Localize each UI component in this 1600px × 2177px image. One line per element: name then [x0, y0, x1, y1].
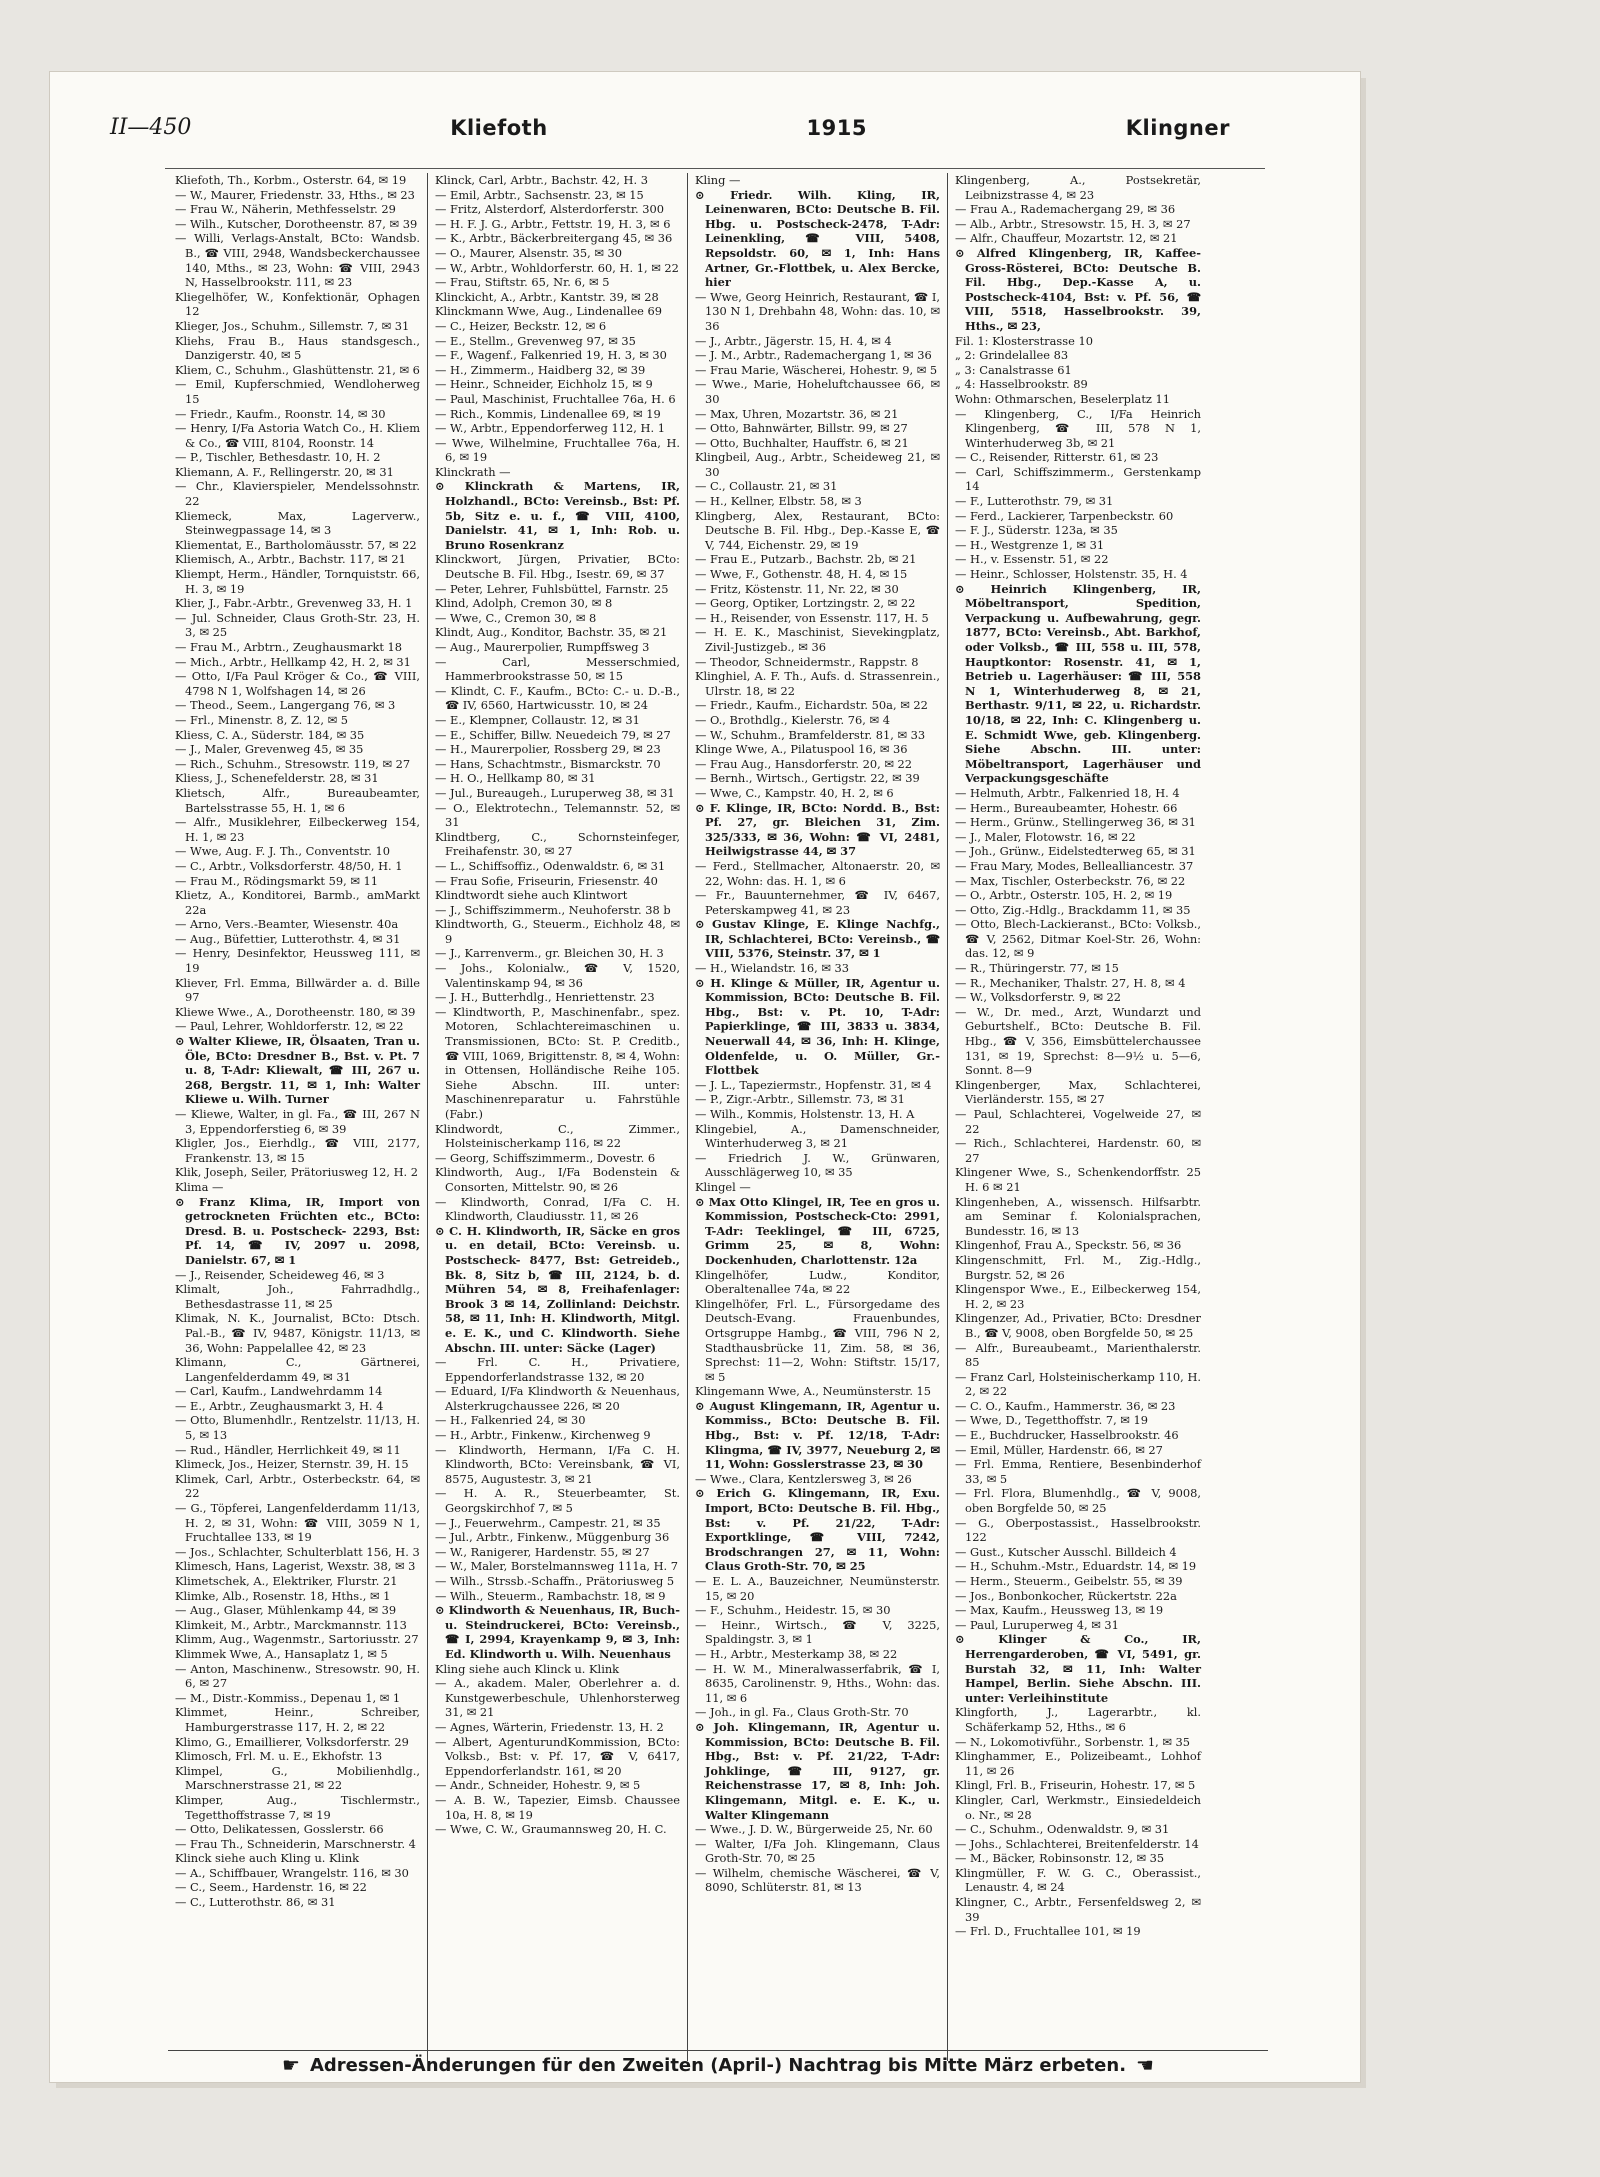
firm-entry: ⊙ Heinrich Klingenberg, IR, Möbeltransport, Spedition, Verpackung u. Aufbewahrung, gegr. 1877, BCto: Vereinsb., Abt. Barkhof, oder Volksb., ☎ III, 558 u. III, 578, Hauptkontor: Rosenstr. 41, ✉ 1, Betrieb u. Lagerhäuser: ☎ III, 558 N 1, Winterhuderweg 8, ✉ 21, Berthastr. 9/11, ✉ 22, u. Richardstr. 10/18, ✉ 22, Inh: C. Klingenberg u. E. Schmidt Wwe, geb. Klingenberg. Siehe Abschn. III. unter: Möbeltransport, Lagerhäuser und Verpackungsgeschäfte	[955, 581, 1201, 786]
directory-entry: — Frau E., Putzarb., Bachstr. 2b, ✉ 21	[695, 552, 917, 567]
directory-entry: — Alfr., Musiklehrer, Eilbeckerweg 154, H. 1, ✉ 23	[175, 815, 420, 844]
directory-entry: — N., Lokomotivführ., Sorbenstr. 1, ✉ 35	[955, 1734, 1191, 1749]
directory-entry: Klingener Wwe, S., Schenkendorffstr. 25 H. 6 ✉ 21	[955, 1165, 1201, 1194]
firm-entry: ⊙ Friedr. Wilh. Kling, IR, Leinenwaren, BCto: Deutsche B. Fil. Hbg. u. Postscheck-2478, T-Adr: Leinenkling, ☎ VIII, 5408, Repsoldstr. 60, ✉ 1, Inh: Hans Artner, Gr.-Flottbek, u. Alex Bercke, hier	[695, 187, 940, 290]
directory-entry: Klimalt, Joh., Fahrradhdlg., Bethesdastrasse 11, ✉ 25	[175, 1282, 420, 1311]
directory-entry: — Otto, Blumenhdlr., Rentzelstr. 11/13, H. 5, ✉ 13	[175, 1413, 420, 1443]
directory-entry: Klimper, Aug., Tischlermstr., Tegetthoffstrasse 7, ✉ 19	[175, 1792, 420, 1822]
directory-entry: Klimak, N. K., Journalist, BCto: Dtsch. Pal.-B., ☎ IV, 9487, Königstr. 11/13, ✉ 36, Wohn: Pappelallee 42, ✉ 23	[175, 1311, 420, 1355]
firm-entry: ⊙ Klinckrath & Martens, IR, Holzhandl., BCto: Vereinsb., Bst: Pf. 5b, Sitz e. u. f., ☎ VIII, 4100, Danielstr. 41, ✉ 1, Inh: Rob. u. Bruno Rosenkranz	[435, 479, 680, 552]
directory-entry: — Frau Sofie, Friseurin, Friesenstr. 40	[435, 873, 658, 888]
directory-entry: — Bernh., Wirtsch., Gertigstr. 22, ✉ 39	[695, 771, 920, 786]
directory-entry: — Frau M., Rödingsmarkt 59, ✉ 11	[175, 873, 379, 888]
directory-entry: — Frau Th., Schneiderin, Marschnerstr. 4	[175, 1836, 416, 1851]
directory-entry: Klingberg, Alex, Restaurant, BCto: Deutsche B. Fil. Hbg., Dep.-Kasse E, ☎ V, 744, Eichenstr. 29, ✉ 19	[695, 508, 940, 552]
directory-entry: Wohn: Othmarschen, Beselerplatz 11	[955, 391, 1171, 406]
directory-entry: — Frau A., Rademachergang 29, ✉ 36	[955, 202, 1176, 217]
directory-entry: — Rich., Schlachterei, Hardenstr. 60, ✉ 27	[955, 1136, 1201, 1165]
firm-entry: ⊙ Klinger & Co., IR, Herrengarderoben, ☎ VI, 5491, gr. Burstah 32, ✉ 11, Inh: Walter Hampel, Berlin. Siehe Abschn. III. unter: Verleihinstitute	[955, 1632, 1201, 1705]
directory-entry: — F., Lutterothstr. 79, ✉ 31	[955, 494, 1114, 509]
column-1	[168, 173, 428, 2061]
directory-entry: Klingelhöfer, Ludw., Konditor, Oberaltenallee 74a, ✉ 22	[695, 1267, 940, 1297]
directory-entry: — Ferd., Lackierer, Tarpenbeckstr. 60	[955, 508, 1174, 523]
directory-entry: — Friedr., Kaufm., Roonstr. 14, ✉ 30	[175, 406, 386, 421]
directory-entry: — W., Ranigerer, Hardenstr. 55, ✉ 27	[435, 1544, 650, 1559]
directory-entry: — Max, Uhren, Mozartstr. 36, ✉ 21	[695, 406, 899, 421]
directory-entry: — J., Maler, Grevenweg 45, ✉ 35	[175, 742, 364, 757]
header-rule	[165, 168, 1265, 169]
directory-entry: — Paul, Schlachterei, Vogelweide 27, ✉ 22	[955, 1107, 1201, 1136]
directory-entry: — R., Mechaniker, Thalstr. 27, H. 8, ✉ 4	[955, 975, 1186, 990]
directory-entry: — Carl, Kaufm., Landwehrdamm 14	[175, 1384, 383, 1399]
directory-entry: — Fr., Bauunternehmer, ☎ IV, 6467, Peterskampweg 41, ✉ 23	[695, 888, 940, 917]
directory-entry: — Jul., Bureaugeh., Luruperweg 38, ✉ 31	[435, 785, 675, 800]
directory-entry: — Wwe, Wilhelmine, Fruchtallee 76a, H. 6, ✉ 19	[435, 435, 680, 465]
directory-entry: — Georg, Optiker, Lortzingstr. 2, ✉ 22	[695, 596, 916, 611]
directory-entry: — J., Arbtr., Jägerstr. 15, H. 4, ✉ 4	[695, 333, 892, 348]
firm-entry: ⊙ Walter Kliewe, IR, Ölsaaten, Tran u. Öle, BCto: Dresdner B., Bst. v. Pt. 7 u. 8, T-Adr: Kliewalt, ☎ III, 267 u. 268, Bergstr. 11, ✉ 1, Inh: Walter Kliewe u. Wilh. Turner	[175, 1034, 420, 1107]
directory-entry: — Otto, Bahnwärter, Billstr. 99, ✉ 27	[695, 421, 908, 436]
directory-entry: Klindtberg, C., Schornsteinfeger, Freihafenstr. 30, ✉ 27	[435, 829, 680, 859]
directory-entry: „ 4: Hasselbrookstr. 89	[955, 377, 1088, 392]
directory-entry: — Fritz, Köstenstr. 11, Nr. 22, ✉ 30	[695, 581, 899, 596]
column-2	[428, 173, 688, 2061]
directory-entry: — Wilh., Kommis, Holstenstr. 13, H. A	[695, 1107, 915, 1121]
directory-entry: — Alfr., Bureaubeamt., Marienthalerstr. 85	[955, 1340, 1201, 1370]
directory-entry: Klingel —	[695, 1179, 751, 1194]
directory-entry: Klingbeil, Aug., Arbtr., Scheideweg 21, ✉ 30	[695, 450, 940, 479]
directory-entry: Klingmüller, F. W. G. C., Oberassist., Lenaustr. 4, ✉ 24	[955, 1865, 1201, 1895]
directory-entry: Klinckicht, A., Arbtr., Kantstr. 39, ✉ 28	[435, 289, 659, 304]
directory-columns	[168, 173, 1268, 2061]
directory-entry: Klietsch, Alfr., Bureaubeamter, Bartelsstrasse 55, H. 1, ✉ 6	[175, 785, 420, 815]
directory-entry: — Wilhelm, chemische Wäscherei, ☎ V, 8090, Schlüterstr. 81, ✉ 13	[695, 1865, 940, 1895]
column-4	[948, 173, 1208, 2061]
directory-entry: — Klindtworth, P., Maschinenfabr., spez. Motoren, Schlachtereimaschinen u. Transmissionen, BCto: St. P. Creditb., ☎ VIII, 1069, Brigittenstr. 8, ✉ 4, Wohn: in Ottensen, Holländische Reihe 105. Siehe Abschn. III. unter: Maschinenreparatur u. Fahrstühle (Fabr.)	[435, 1004, 680, 1121]
directory-entry: Kliem, C., Schuhm., Glashüttenstr. 21, ✉ 6	[175, 362, 420, 377]
directory-entry: — J., Feuerwehrm., Campestr. 21, ✉ 35	[435, 1515, 661, 1530]
directory-entry: — Max, Tischler, Osterbeckstr. 76, ✉ 22	[955, 873, 1186, 888]
directory-entry: — H., Falkenried 24, ✉ 30	[435, 1413, 586, 1428]
directory-entry: — W., Dr. med., Arzt, Wundarzt und Geburtshelf., BCto: Deutsche B. Fil. Hbg., ☎ V, 356, Eimsbüttelerchaussee 131, ✉ 19, Sprechst: 8—9½ u. 5—6, Sonnt. 8—9	[955, 1004, 1201, 1078]
directory-entry: Klier, J., Fabr.-Arbtr., Grevenweg 33, H. 1	[175, 596, 413, 611]
running-head-right: Klingner	[1125, 116, 1230, 140]
directory-entry: — H., Wielandstr. 16, ✉ 33	[695, 961, 850, 976]
directory-entry: — Wilh., Kutscher, Dorotheenstr. 87, ✉ 39	[175, 216, 418, 231]
directory-entry: Klingforth, J., Lagerarbtr., kl. Schäferkamp 52, Hths., ✉ 6	[955, 1705, 1201, 1734]
directory-entry: — O., Maurer, Alsenstr. 35, ✉ 30	[435, 245, 622, 260]
directory-entry: — H., Kellner, Elbstr. 58, ✉ 3	[695, 494, 862, 509]
directory-entry: Klingenschmitt, Frl. M., Zig.-Hdlg., Burgstr. 52, ✉ 26	[955, 1252, 1201, 1282]
directory-entry: Klima —	[175, 1179, 224, 1194]
directory-entry: Klingebiel, A., Damenschneider, Winterhuderweg 3, ✉ 21	[695, 1121, 940, 1151]
directory-entry: — Klindworth, Conrad, I/Fa C. H. Klindworth, Claudiusstr. 11, ✉ 26	[435, 1194, 680, 1224]
directory-entry: — Heinr., Wirtsch., ☎ V, 3225, Spaldingstr. 3, ✉ 1	[695, 1617, 940, 1647]
directory-entry: — Theod., Seem., Langergang 76, ✉ 3	[175, 698, 396, 713]
directory-entry: Klingelhöfer, Frl. L., Fürsorgedame des Deutsch-Evang. Frauenbundes, Ortsgruppe Hambg., ☎ VIII, 796 N 2, Stadthausbrücke 11, Zim. 58, ✉ 36, Sprechst: 11—2, Wohn: Stiftstr. 15/17, ✉ 5	[695, 1296, 940, 1384]
pointing-hand-right-icon: ☚	[1136, 2053, 1154, 2077]
directory-entry: — Mich., Arbtr., Hellkamp 42, H. 2, ✉ 31	[175, 654, 411, 669]
directory-entry: Klindworth, Aug., I/Fa Bodenstein & Consorten, Mittelstr. 90, ✉ 26	[435, 1165, 680, 1194]
directory-entry: — Emil, Arbtr., Sachsenstr. 23, ✉ 15	[435, 187, 644, 202]
directory-entry: Klingl, Frl. B., Friseurin, Hohestr. 17, ✉ 5	[955, 1778, 1196, 1793]
directory-entry: — Emil, Müller, Hardenstr. 66, ✉ 27	[955, 1442, 1163, 1457]
directory-entry: — J. M., Arbtr., Rademachergang 1, ✉ 36	[695, 348, 932, 363]
directory-entry: — Albert, AgenturundKommission, BCto: Volksb., Bst: v. Pf. 17, ☎ V, 6417, Eppendorferlandstr. 161, ✉ 20	[435, 1734, 680, 1778]
directory-entry: — W., Volksdorferstr. 9, ✉ 22	[955, 990, 1122, 1005]
directory-entry: Klimeck, Jos., Heizer, Sternstr. 39, H. 15	[175, 1457, 409, 1472]
directory-entry: — O., Elektrotechn., Telemannstr. 52, ✉ 31	[435, 800, 680, 830]
directory-entry: — Kliewe, Walter, in gl. Fa., ☎ III, 267 N 3, Eppendorferstieg 6, ✉ 39	[175, 1107, 420, 1136]
directory-entry: — A., Schiffbauer, Wrangelstr. 116, ✉ 30	[175, 1865, 409, 1880]
directory-entry: — C., Schuhm., Odenwaldstr. 9, ✉ 31	[955, 1822, 1170, 1837]
directory-entry: — A. B. W., Tapezier, Eimsb. Chaussee 10a, H. 8, ✉ 19	[435, 1792, 680, 1822]
directory-entry: — P., Zigr.-Arbtr., Sillemstr. 73, ✉ 31	[695, 1092, 905, 1107]
firm-entry: ⊙ August Klingemann, IR, Agentur u. Kommiss., BCto: Deutsche B. Fil. Hbg., Bst: v. Pf. 12/18, T-Adr: Klingma, ☎ IV, 3977, Neueburg 2, ✉ 11, Wohn: Gosslerstrasse 23, ✉ 30	[695, 1398, 940, 1472]
directory-entry: — O., Arbtr., Osterstr. 105, H. 2, ✉ 19	[955, 888, 1173, 903]
directory-entry: — H. E. K., Maschinist, Sievekingplatz, Zivil-Justizgeb., ✉ 36	[695, 625, 940, 654]
directory-entry: — Frau M., Arbtrn., Zeughausmarkt 18	[175, 640, 403, 654]
directory-entry: — J., Maler, Flotowstr. 16, ✉ 22	[955, 829, 1136, 844]
directory-entry: — Helmuth, Arbtr., Falkenried 18, H. 4	[955, 785, 1180, 800]
directory-entry: — Walter, I/Fa Joh. Klingemann, Claus Groth-Str. 70, ✉ 25	[695, 1836, 940, 1866]
directory-entry: — Klindt, C. F., Kaufm., BCto: C.- u. D.-B., ☎ IV, 6560, Hartwicusstr. 10, ✉ 24	[435, 683, 680, 713]
directory-entry: — Agnes, Wärterin, Friedenstr. 13, H. 2	[435, 1719, 664, 1734]
directory-entry: — Eduard, I/Fa Klindworth & Neuenhaus, Alsterkrugchaussee 226, ✉ 20	[435, 1384, 680, 1413]
directory-entry: Klindt, Aug., Konditor, Bachstr. 35, ✉ 21	[435, 625, 668, 640]
directory-entry: — J. L., Tapeziermstr., Hopfenstr. 31, ✉ 4	[695, 1077, 932, 1092]
directory-entry: — J., Reisender, Scheideweg 46, ✉ 3	[175, 1267, 385, 1282]
directory-entry: — Klingenberg, C., I/Fa Heinrich Klingenberg, ☎ III, 578 N 1, Winterhuderweg 3b, ✉ 21	[955, 406, 1201, 450]
directory-entry: — G., Töpferei, Langenfelderdamm 11/13, H. 2, ✉ 31, Wohn: ☎ VIII, 3059 N 1, Fruchtallee 133, ✉ 19	[175, 1501, 420, 1545]
directory-entry: — O., Brothdlg., Kielerstr. 76, ✉ 4	[695, 712, 890, 727]
directory-entry: — F. J., Süderstr. 123a, ✉ 35	[955, 523, 1118, 538]
directory-entry: — M., Distr.-Kommiss., Depenau 1, ✉ 1	[175, 1690, 401, 1705]
directory-entry: — Hans, Schachtmstr., Bismarckstr. 70	[435, 756, 661, 771]
directory-entry: — J. H., Butterhdlg., Henriettenstr. 23	[435, 990, 655, 1005]
directory-entry: Klindtworth, G., Steuerm., Eichholz 48, ✉ 9	[435, 917, 680, 946]
directory-entry: — Wwe, C. W., Graumannsweg 20, H. C.	[435, 1822, 667, 1837]
directory-entry: Klinghiel, A. F. Th., Aufs. d. Strassenrein., Ulrstr. 18, ✉ 22	[695, 669, 940, 698]
directory-entry: — Frau W., Näherin, Methfesselstr. 29	[175, 202, 396, 217]
directory-entry: Kling —	[695, 173, 741, 187]
directory-entry: Kliehs, Frau B., Haus standsgesch., Danzigerstr. 40, ✉ 5	[175, 333, 420, 363]
directory-entry: — C. O., Kaufm., Hammerstr. 36, ✉ 23	[955, 1398, 1176, 1413]
directory-entry: — W., Schuhm., Bramfelderstr. 81, ✉ 33	[695, 727, 926, 742]
directory-entry: Kliefoth, Th., Korbm., Osterstr. 64, ✉ 19	[175, 173, 407, 187]
firm-entry: ⊙ Klindworth & Neuenhaus, IR, Buch- u. Steindruckerei, BCto: Vereinsb., ☎ I, 2994, Krayenkamp 9, ✉ 3, Inh: Ed. Klindworth u. Wilh. Neuenhaus	[435, 1603, 680, 1661]
directory-entry: — H., Schuhm.-Mstr., Eduardstr. 14, ✉ 19	[955, 1559, 1197, 1574]
directory-entry: — H. W. M., Mineralwasserfabrik, ☎ I, 8635, Carolinenstr. 9, Hths., Wohn: das. 11, ✉ 6	[695, 1661, 940, 1705]
directory-entry: — Wwe, Aug. F. J. Th., Conventstr. 10	[175, 844, 390, 859]
directory-entry: — Wilh., Strssb.-Schaffn., Prätoriusweg 5	[435, 1574, 675, 1588]
directory-entry: — Otto, Zig.-Hdlg., Brackdamm 11, ✉ 35	[955, 902, 1191, 917]
directory-entry: — Frau, Stiftstr. 65, Nr. 6, ✉ 5	[435, 275, 610, 290]
directory-entry: — Paul, Luruperweg 4, ✉ 31	[955, 1617, 1119, 1632]
directory-entry: — Frau Aug., Hansdorferstr. 20, ✉ 22	[695, 756, 912, 771]
directory-entry: — Johs., Schlachterei, Breitenfelderstr. 14	[955, 1836, 1199, 1851]
directory-entry: — C., Reisender, Ritterstr. 61, ✉ 23	[955, 450, 1159, 465]
directory-entry: — H., v. Essenstr. 51, ✉ 22	[955, 552, 1109, 567]
directory-entry: — Andr., Schneider, Hohestr. 9, ✉ 5	[435, 1778, 641, 1793]
directory-entry: — Otto, Delikatessen, Gosslerstr. 66	[175, 1822, 384, 1837]
directory-entry: Klinck siehe auch Kling u. Klink	[175, 1851, 360, 1866]
directory-entry: — Arno, Vers.-Beamter, Wiesenstr. 40a	[175, 917, 399, 932]
directory-entry: Klind, Adolph, Cremon 30, ✉ 8	[435, 596, 613, 611]
directory-entry: — Ferd., Stellmacher, Altonaerstr. 20, ✉ 22, Wohn: das. H. 1, ✉ 6	[695, 858, 940, 888]
directory-entry: — Rud., Händler, Herrlichkeit 49, ✉ 11	[175, 1442, 401, 1457]
directory-entry: — Carl, Schiffszimmerm., Gerstenkamp 14	[955, 464, 1201, 494]
directory-entry: Klingenheben, A., wissensch. Hilfsarbtr. am Seminar f. Kolonialsprachen, Bundesstr. 16, ✉ 13	[955, 1194, 1201, 1238]
directory-entry: — H., Westgrenze 1, ✉ 31	[955, 537, 1105, 552]
firm-entry: ⊙ Gustav Klinge, E. Klinge Nachfg., IR, Schlachterei, BCto: Vereinsb., ☎ VIII, 5376, Steinstr. 37, ✉ 1	[695, 917, 940, 961]
firm-entry: ⊙ Joh. Klingemann, IR, Agentur u. Kommission, BCto: Deutsche B. Fil. Hbg., Bst: v. Pf. 21/22, T-Adr: Johklinge, ☎ III, 9127, gr. Reichenstrasse 17, ✉ 8, Inh: Joh. Klingemann, Mitgl. e. E. K., u. Walter Klingemann	[695, 1719, 940, 1822]
directory-entry: — H. A. R., Steuerbeamter, St. Georgskirchhof 7, ✉ 5	[435, 1486, 680, 1516]
directory-entry: — F., Schuhm., Heidestr. 15, ✉ 30	[695, 1603, 891, 1618]
directory-entry: — Jul., Arbtr., Finkenw., Müggenburg 36	[435, 1530, 670, 1545]
directory-entry: Klietz, A., Konditorei, Barmb., amMarkt 22a	[175, 888, 420, 917]
directory-entry: Klinghammer, E., Polizeibeamt., Lohhof 11, ✉ 26	[955, 1749, 1201, 1778]
directory-entry: Kliever, Frl. Emma, Billwärder a. d. Bille 97	[175, 975, 420, 1005]
firm-entry: ⊙ F. Klinge, IR, BCto: Nordd. B., Bst: Pf. 27, gr. Bleichen 31, Zim. 325/333, ✉ 36, Wohn: ☎ VI, 2481, Heilwigstrasse 44, ✉ 37	[695, 800, 940, 859]
directory-entry: — Frl., Minenstr. 8, Z. 12, ✉ 5	[175, 712, 349, 727]
directory-entry: Klingenberger, Max, Schlachterei, Vierländerstr. 155, ✉ 27	[955, 1077, 1201, 1107]
directory-entry: — Otto, I/Fa Paul Kröger & Co., ☎ VIII, 4798 N 1, Wolfshagen 14, ✉ 26	[175, 669, 420, 698]
directory-entry: — Friedrich J. W., Grünwaren, Ausschlägerweg 10, ✉ 35	[695, 1150, 940, 1180]
directory-entry: — H. O., Hellkamp 80, ✉ 31	[435, 771, 596, 786]
directory-entry: — Alfr., Chauffeur, Mozartstr. 12, ✉ 21	[955, 231, 1178, 246]
directory-entry: — W., Maurer, Friedenstr. 33, Hths., ✉ 23	[175, 187, 415, 202]
directory-entry: — Fritz, Alsterdorf, Alsterdorferstr. 300	[435, 202, 665, 217]
directory-entry: — Frau Mary, Modes, Bellealliancestr. 37	[955, 858, 1194, 873]
directory-entry: Klindtwordt siehe auch Klintwort	[435, 888, 628, 903]
directory-entry: — Chr., Klavierspieler, Mendelssohnstr. 22	[175, 479, 420, 509]
directory-entry: Klimmek Wwe, A., Hansaplatz 1, ✉ 5	[175, 1646, 388, 1661]
directory-entry: Klimesch, Hans, Lagerist, Wexstr. 38, ✉ 3	[175, 1559, 416, 1574]
directory-entry: Klimm, Aug., Wagenmstr., Sartoriusstr. 27	[175, 1632, 419, 1647]
column-3	[688, 173, 948, 2061]
firm-entry: ⊙ H. Klinge & Müller, IR, Agentur u. Kommission, BCto: Deutsche B. Fil. Hbg., Bst: v. Pt. 10, T-Adr: Papierklinge, ☎ III, 3833 u. 3834, Neuerwall 44, ✉ 36, Inh: H. Klinge, Oldenfelde, u. O. Müller, Gr.-Flottbek	[695, 975, 940, 1078]
directory-entry: Kliempt, Herm., Händler, Tornquiststr. 66, H. 3, ✉ 19	[175, 567, 420, 596]
directory-entry: — E., Arbtr., Zeughausmarkt 3, H. 4	[175, 1398, 384, 1413]
directory-entry: — E., Klempner, Collaustr. 12, ✉ 31	[435, 712, 640, 727]
directory-entry: — Herm., Grünw., Stellingerweg 36, ✉ 31	[955, 815, 1196, 830]
directory-entry: — W., Arbtr., Eppendorferweg 112, H. 1	[435, 421, 665, 436]
directory-entry: — Johs., Kolonialw., ☎ V, 1520, Valentinskamp 94, ✉ 36	[435, 961, 680, 990]
directory-entry: — Joh., Grünw., Eidelstedterweg 65, ✉ 31	[955, 844, 1196, 859]
directory-entry: — C., Seem., Hardenstr. 16, ✉ 22	[175, 1880, 367, 1895]
directory-entry: — Wwe, D., Tegetthoffstr. 7, ✉ 19	[955, 1413, 1148, 1428]
firm-entry: ⊙ Alfred Klingenberg, IR, Kaffee-Gross-Rösterei, BCto: Deutsche B. Fil. Hbg., Dep.-Kasse A, u. Postscheck-4104, Bst: v. Pf. 56, ☎ VIII, 5518, Hasselbrookstr. 39, Hths., ✉ 23,	[955, 245, 1201, 333]
footer-text: Adressen-Änderungen für den Zweiten (April-) Nachtrag bis Mitte März erbeten.	[309, 2054, 1127, 2076]
directory-entry: — Wilh., Steuerm., Rambachstr. 18, ✉ 9	[435, 1588, 666, 1603]
directory-entry: — H., Maurerpolier, Rossberg 29, ✉ 23	[435, 742, 661, 757]
directory-entry: — Jos., Schlachter, Schulterblatt 156, H. 3	[175, 1544, 420, 1559]
directory-entry: — Jul. Schneider, Claus Groth-Str. 23, H. 3, ✉ 25	[175, 610, 420, 640]
firm-entry: ⊙ C. H. Klindworth, IR, Säcke en gros u. en detail, BCto: Vereinsb. u. Postscheck- 8477, Bst: Getreideb., Bk. 8, Sitz b, ☎ III, 2124, b. d. Mühren 54, ✉ 8, Freihafenlager: Brook 3 ✉ 14, Zollinland: Deichstr. 58, ✉ 11, Inh: H. Klindworth, Mitgl. e. E. K., und C. Klindworth. Siehe Abschn. III. unter: Säcke (Lager)	[435, 1223, 680, 1355]
directory-entry: — Wwe, C., Cremon 30, ✉ 8	[435, 610, 597, 625]
directory-entry: Klindwordt, C., Zimmer., Holsteinischerkamp 116, ✉ 22	[435, 1121, 680, 1151]
directory-entry: Kliess, C. A., Süderstr. 184, ✉ 35	[175, 727, 365, 742]
directory-entry: — E. L. A., Bauzeichner, Neumünsterstr. 15, ✉ 20	[695, 1574, 940, 1603]
directory-entry: Kliess, J., Schenefelderstr. 28, ✉ 31	[175, 771, 379, 786]
directory-entry: — Frl. D., Fruchtallee 101, ✉ 19	[955, 1924, 1141, 1939]
directory-entry: Kliewe Wwe., A., Dorotheenstr. 180, ✉ 39	[175, 1004, 416, 1019]
directory-entry: — C., Heizer, Beckstr. 12, ✉ 6	[435, 318, 607, 333]
directory-entry: — Wwe., Clara, Kentzlersweg 3, ✉ 26	[695, 1471, 912, 1486]
directory-entry: — W., Arbtr., Wohldorferstr. 60, H. 1, ✉ 22	[435, 260, 679, 275]
footer-notice	[168, 2050, 1268, 2079]
directory-entry: Klinge Wwe, A., Pilatuspool 16, ✉ 36	[695, 742, 908, 757]
directory-entry: Klimosch, Frl. M. u. E., Ekhofstr. 13	[175, 1749, 383, 1764]
directory-entry: — Wwe, C., Kampstr. 40, H. 2, ✉ 6	[695, 785, 894, 800]
directory-entry: Kligler, Jos., Eierhdlg., ☎ VIII, 2177, Frankenstr. 13, ✉ 15	[175, 1136, 420, 1165]
directory-entry: — E., Buchdrucker, Hasselbrookstr. 46	[955, 1428, 1179, 1443]
directory-entry: Klieger, Jos., Schuhm., Sillemstr. 7, ✉ 31	[175, 318, 410, 333]
directory-entry: — Paul, Lehrer, Wohldorferstr. 12, ✉ 22	[175, 1019, 404, 1034]
directory-entry: — Heinr., Schneider, Eichholz 15, ✉ 9	[435, 377, 653, 392]
directory-entry: — Franz Carl, Holsteinischerkamp 110, H. 2, ✉ 22	[955, 1369, 1201, 1399]
directory-entry: Klinckwort, Jürgen, Privatier, BCto: Deutsche B. Fil. Hbg., Isestr. 69, ✉ 37	[435, 552, 680, 582]
directory-entry: — L., Schiffsoffiz., Odenwaldstr. 6, ✉ 31	[435, 858, 666, 873]
directory-entry: Klingler, Carl, Werkmstr., Einsiedeldeich o. Nr., ✉ 28	[955, 1792, 1201, 1822]
directory-entry: — Wwe, F., Gothenstr. 48, H. 4, ✉ 15	[695, 567, 908, 582]
directory-entry: — Rich., Kommis, Lindenallee 69, ✉ 19	[435, 406, 661, 421]
pointing-hand-left-icon: ☛	[282, 2053, 300, 2077]
directory-entry: Klimpel, G., Mobilienhdlg., Marschnerstrasse 21, ✉ 22	[175, 1763, 420, 1793]
directory-entry: — A., akadem. Maler, Oberlehrer a. d. Kunstgewerbeschule, Uhlenhorsterweg 31, ✉ 21	[435, 1676, 680, 1720]
directory-entry: — Rich., Schuhm., Stresowstr. 119, ✉ 27	[175, 756, 411, 771]
directory-entry: — Gust., Kutscher Ausschl. Billdeich 4	[955, 1544, 1177, 1559]
directory-entry: — Jos., Bonbonkocher, Rückertstr. 22a	[955, 1588, 1177, 1603]
directory-entry: Klik, Joseph, Seiler, Prätoriusweg 12, H. 2	[175, 1165, 418, 1180]
directory-entry: Klingenhof, Frau A., Speckstr. 56, ✉ 36	[955, 1238, 1182, 1253]
directory-entry: — Henry, Desinfektor, Heussweg 111, ✉ 19	[175, 946, 420, 976]
directory-entry: — Herm., Steuerm., Geibelstr. 55, ✉ 39	[955, 1574, 1183, 1588]
directory-entry: Kliementat, E., Bartholomäusstr. 57, ✉ 22	[175, 537, 417, 552]
directory-entry: Klimek, Carl, Arbtr., Osterbeckstr. 64, ✉ 22	[175, 1471, 420, 1501]
page-header	[110, 100, 1230, 140]
directory-entry: Klimmet, Heinr., Schreiber, Hamburgerstrasse 117, H. 2, ✉ 22	[175, 1705, 420, 1734]
firm-entry: ⊙ Franz Klima, IR, Import von getrockneten Früchten etc., BCto: Dresd. B. u. Postscheck- 2293, Bst: Pf. 14, ☎ IV, 2097 u. 2098, Danielstr. 67, ✉ 1	[175, 1194, 420, 1267]
directory-entry: — G., Oberpostassist., Hasselbrookstr. 122	[955, 1515, 1201, 1545]
directory-entry: — Anton, Maschinenw., Stresowstr. 90, H. 6, ✉ 27	[175, 1661, 420, 1691]
directory-entry: Kliemisch, A., Arbtr., Bachstr. 117, ✉ 21	[175, 552, 406, 567]
directory-entry: Klingenspor Wwe., E., Eilbeckerweg 154, H. 2, ✉ 23	[955, 1282, 1201, 1311]
directory-entry: — P., Tischler, Bethesdastr. 10, H. 2	[175, 450, 381, 465]
directory-entry: — Emil, Kupferschmied, Wendloherweg 15	[175, 377, 420, 406]
directory-entry: — H., Arbtr., Finkenw., Kirchenweg 9	[435, 1428, 651, 1443]
firm-entry: ⊙ Erich G. Klingemann, IR, Exu. Import, BCto: Deutsche B. Fil. Hbg., Bst: v. Pf. 21/22, T-Adr: Exportklinge, ☎ VIII, 7242, Brodschrangen 27, ✉ 11, Wohn: Claus Groth-Str. 70, ✉ 25	[695, 1486, 940, 1574]
directory-entry: Klingenberg, A., Postsekretär, Leibnizstrasse 4, ✉ 23	[955, 173, 1201, 202]
directory-entry: — R., Thüringerstr. 77, ✉ 15	[955, 961, 1119, 976]
directory-entry: Kliemeck, Max, Lagerverw., Steinwegpassage 14, ✉ 3	[175, 508, 420, 538]
directory-entry: — C., Collaustr. 21, ✉ 31	[695, 479, 838, 494]
directory-entry: — Heinr., Schlosser, Holstenstr. 35, H. 4	[955, 567, 1188, 582]
directory-entry: Fil. 1: Klosterstrasse 10	[955, 333, 1093, 348]
directory-entry: — M., Bäcker, Robinsonstr. 12, ✉ 35	[955, 1851, 1165, 1866]
directory-entry: — Alb., Arbtr., Stresowstr. 15, H. 3, ✉ 27	[955, 216, 1191, 231]
directory-entry: „ 3: Canalstrasse 61	[955, 362, 1072, 377]
firm-entry: ⊙ Max Otto Klingel, IR, Tee en gros u. Kommission, Postscheck-Cto: 2991, T-Adr: Teeklingel, ☎ III, 6725, Grimm 25, ✉ 8, Wohn: Dockenhuden, Charlottenstr. 12a	[695, 1194, 940, 1267]
directory-entry: — Georg, Schiffszimmerm., Dovestr. 6	[435, 1150, 656, 1165]
directory-entry: — Aug., Maurerpolier, Rumpffsweg 3	[435, 640, 650, 654]
directory-entry: — F., Wagenf., Falkenried 19, H. 3, ✉ 30	[435, 348, 667, 363]
directory-entry: — Wwe., J. D. W., Bürgerweide 25, Nr. 60	[695, 1822, 933, 1837]
directory-entry: Kliegelhöfer, W., Konfektionär, Ophagen 12	[175, 289, 420, 319]
directory-entry: Klingner, C., Arbtr., Fersenfeldsweg 2, ✉ 39	[955, 1895, 1201, 1924]
directory-entry: — Aug., Büfettier, Lutterothstr. 4, ✉ 31	[175, 931, 401, 946]
directory-entry: — Paul, Maschinist, Fruchtallee 76a, H. 6	[435, 391, 676, 406]
directory-entry: — Frl. Flora, Blumenhdlg., ☎ V, 9008, oben Borgfelde 50, ✉ 25	[955, 1486, 1201, 1516]
directory-entry: — W., Maler, Borstelmannsweg 111a, H. 7	[435, 1559, 679, 1574]
directory-entry: — H., Zimmerm., Haidberg 32, ✉ 39	[435, 362, 646, 377]
directory-entry: — Wwe., Marie, Hoheluftchaussee 66, ✉ 30	[695, 377, 940, 406]
directory-entry: — Klindworth, Hermann, I/Fa C. H. Klindworth, BCto: Vereinsbank, ☎ VI, 8575, Augustestr. 3, ✉ 21	[435, 1442, 680, 1486]
directory-entry: Klimo, G., Emaillierer, Volksdorferstr. 29	[175, 1734, 409, 1749]
directory-entry: Klimkeit, M., Arbtr., Marckmannstr. 113	[175, 1617, 407, 1632]
directory-entry: Klinckrath —	[435, 464, 511, 479]
directory-entry: — Theodor, Schneidermstr., Rappstr. 8	[695, 654, 919, 669]
directory-entry: Klingenzer, Ad., Privatier, BCto: Dresdner B., ☎ V, 9008, oben Borgfelde 50, ✉ 25	[955, 1311, 1201, 1340]
directory-entry: — E., Stellm., Grevenweg 97, ✉ 35	[435, 333, 636, 348]
directory-entry: Kliemann, A. F., Rellingerstr. 20, ✉ 31	[175, 464, 394, 479]
page-year: 1915	[806, 116, 867, 140]
directory-entry: „ 2: Grindelallee 83	[955, 348, 1069, 363]
directory-entry: — Otto, Blech-Lackieranst., BCto: Volksb., ☎ V, 2562, Ditmar Koel-Str. 26, Wohn: das. 12, ✉ 9	[955, 917, 1201, 961]
directory-entry: — Frl. C. H., Privatiere, Eppendorferlandstrasse 132, ✉ 20	[435, 1355, 680, 1384]
directory-entry: — Willi, Verlags-Anstalt, BCto: Wandsb. B., ☎ VIII, 2948, Wandsbeckerchaussee 140, Mths., ✉ 23, Wohn: ☎ VIII, 2943 N, Hasselbrookstr. 111, ✉ 23	[175, 231, 420, 290]
directory-entry: — Herm., Bureaubeamter, Hohestr. 66	[955, 800, 1178, 815]
directory-entry: — J., Karrenverm., gr. Bleichen 30, H. 3	[435, 946, 664, 961]
directory-entry: — Peter, Lehrer, Fuhlsbüttel, Farnstr. 25	[435, 581, 669, 596]
directory-entry: — Otto, Buchhalter, Hauffstr. 6, ✉ 21	[695, 435, 909, 450]
directory-entry: Klinck, Carl, Arbtr., Bachstr. 42, H. 3	[435, 173, 648, 187]
directory-entry: — Aug., Glaser, Mühlenkamp 44, ✉ 39	[175, 1603, 397, 1618]
directory-entry: Kling siehe auch Klinck u. Klink	[435, 1661, 620, 1676]
directory-entry: Klingemann Wwe, A., Neumünsterstr. 15	[695, 1384, 932, 1399]
directory-entry: Klimann, C., Gärtnerei, Langenfelderdamm 49, ✉ 31	[175, 1355, 420, 1384]
directory-entry: — Frl. Emma, Rentiere, Besenbinderhof 33, ✉ 5	[955, 1457, 1201, 1486]
directory-entry: — Henry, I/Fa Astoria Watch Co., H. Kliem & Co., ☎ VIII, 8104, Roonstr. 14	[175, 421, 420, 450]
directory-entry: — Friedr., Kaufm., Eichardstr. 50a, ✉ 22	[695, 698, 928, 713]
directory-entry: — Wwe, Georg Heinrich, Restaurant, ☎ I, 130 N 1, Drehbahn 48, Wohn: das. 10, ✉ 36	[695, 289, 940, 333]
directory-entry: — C., Lutterothstr. 86, ✉ 31	[175, 1895, 336, 1910]
directory-entry: Klimke, Alb., Rosenstr. 18, Hths., ✉ 1	[175, 1588, 391, 1603]
directory-entry: Klinckmann Wwe, Aug., Lindenallee 69	[435, 304, 663, 319]
directory-entry: — H. F. J. G., Arbtr., Fettstr. 19, H. 3, ✉ 6	[435, 216, 671, 231]
directory-entry: — K., Arbtr., Bäckerbreitergang 45, ✉ 36	[435, 231, 673, 246]
directory-entry: — H., Arbtr., Mesterkamp 38, ✉ 22	[695, 1646, 898, 1661]
directory-entry: — Joh., in gl. Fa., Claus Groth-Str. 70	[695, 1705, 909, 1720]
directory-entry: Klimetschek, A., Elektriker, Flurstr. 21	[175, 1574, 398, 1588]
directory-entry: — Max, Kaufm., Heussweg 13, ✉ 19	[955, 1603, 1164, 1618]
running-head-left: Kliefoth	[450, 116, 548, 140]
page-number: II—450	[110, 115, 192, 140]
directory-entry: — Frau Marie, Wäscherei, Hohestr. 9, ✉ 5	[695, 362, 938, 377]
directory-entry: — J., Schiffszimmerm., Neuhoferstr. 38 b	[435, 902, 671, 917]
directory-entry: — C., Arbtr., Volksdorferstr. 48/50, H. 1	[175, 858, 403, 873]
directory-entry: — H., Reisender, von Essenstr. 117, H. 5	[695, 610, 929, 625]
directory-entry: — E., Schiffer, Billw. Neuedeich 79, ✉ 27	[435, 727, 671, 742]
directory-entry: — Carl, Messerschmied, Hammerbrookstrasse 50, ✉ 15	[435, 654, 680, 684]
